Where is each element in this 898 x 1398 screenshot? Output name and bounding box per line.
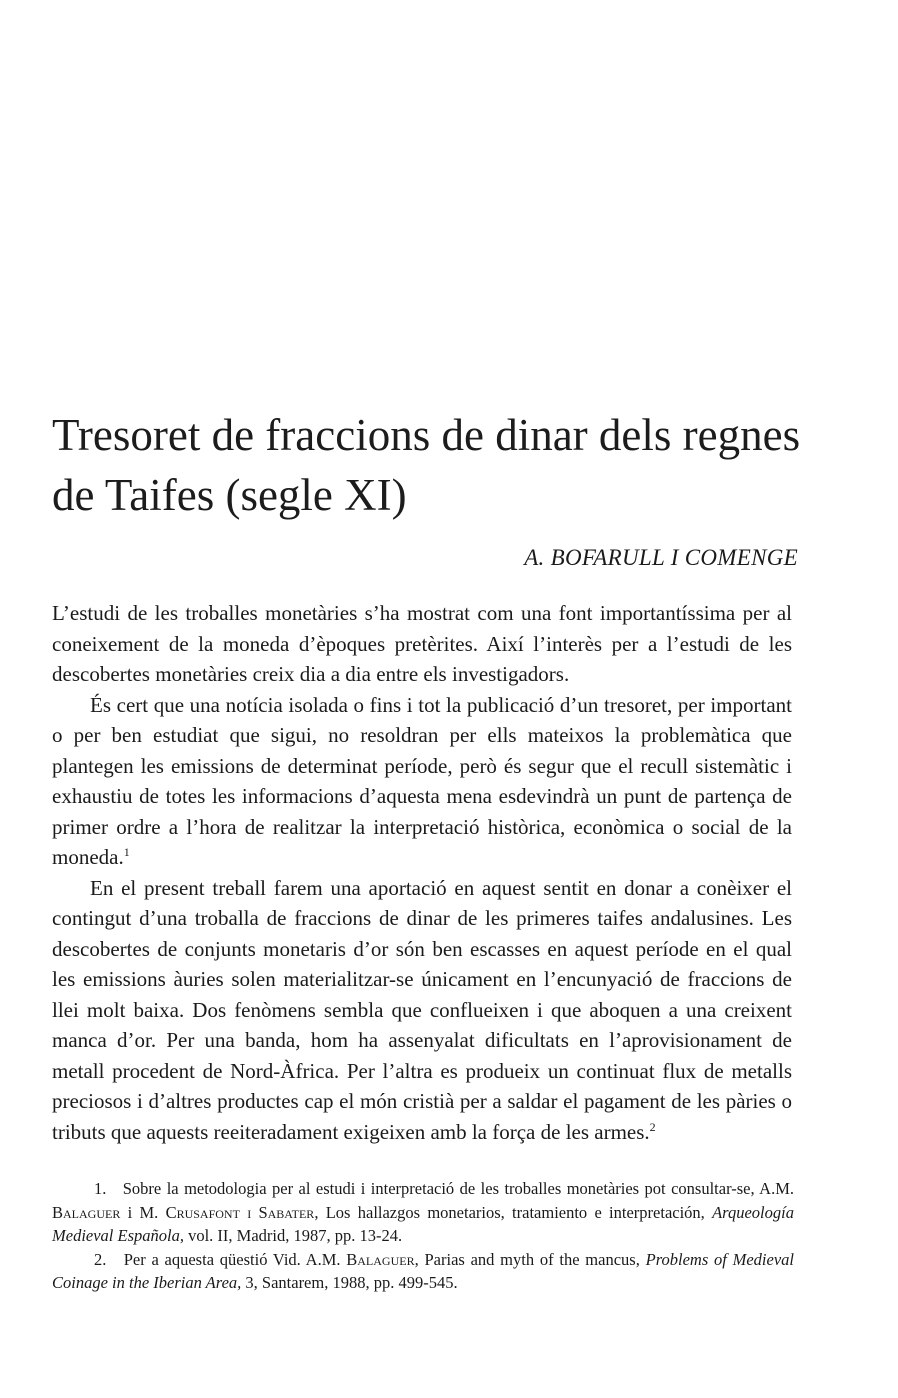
footnote-ref-2[interactable]: 2 bbox=[649, 1119, 656, 1134]
footnote-2-text-c: 3, Santarem, 1988, pp. 499-545. bbox=[241, 1273, 458, 1292]
footnote-1-text-a: Sobre la metodologia per al estudi i interpretació de les troballes monetàries pot consultar-se, A.M. bbox=[122, 1179, 794, 1198]
footnote-1-number: 1. bbox=[94, 1179, 107, 1198]
author-ref-crusafont: Crusafont i Sabater bbox=[165, 1202, 315, 1222]
footnote-1-text-c: , Los hallazgos monetarios, tratamiento e interpretación, bbox=[314, 1202, 713, 1222]
author-ref-balaguer: Balaguer bbox=[52, 1202, 121, 1222]
footnote-1-text-b: i M. bbox=[120, 1202, 166, 1222]
author-ref-balaguer-2: Balaguer bbox=[346, 1249, 415, 1269]
journal-title-2: Problems of Medieval Coinage in the Iberian Area, bbox=[52, 1249, 794, 1292]
paragraph-1 bbox=[52, 598, 792, 690]
footnote-2-text-a: Per a aquesta qüestió Vid. A.M. bbox=[123, 1249, 347, 1269]
author-name: A. BOFARULL I COMENGE bbox=[524, 545, 798, 570]
paragraph-2 bbox=[52, 690, 792, 873]
paragraph-3 bbox=[52, 873, 792, 1148]
footnote-1 bbox=[52, 1177, 794, 1248]
article-body bbox=[52, 598, 792, 1147]
article-title: Tresoret de fraccions de dinar dels regnes de Taifes (segle XI) bbox=[52, 410, 801, 520]
footnote-1-text-d: vol. II, Madrid, 1987, pp. 13-24. bbox=[183, 1226, 403, 1245]
paragraph-3-text: En el present treball farem una aportació en aquest sentit en donar a conèixer el contingut d’una troballa de fraccions de dinar de les primeres taifes andalusines. Les descobertes de conjunts monetaris d’or són ben escasses en aquest període en el qual les emissions àuries solen materialitzar-se únicament en l’encunyació de fraccions de llei molt baixa. Dos fenòmens sembla que conflueixen i que aboquen a una creixent manca d’or. Per una banda, hom ha assenyalat dificultats en l’aprovisionament de metall procedent de Nord-Àfrica. Per l’altra es produeix un continuat flux de metalls preciosos i d’altres productes cap el món cristià per a saldar el pagament de les pàries o tributs que aquests reeiteradament exigeixen amb la força de les armes. bbox=[52, 875, 792, 1144]
footnote-2 bbox=[52, 1248, 794, 1295]
footnote-2-text-b: , Parias and myth of the mancus, bbox=[414, 1249, 646, 1269]
footnotes bbox=[52, 1177, 794, 1295]
footnote-2-number: 2. bbox=[94, 1249, 107, 1269]
paragraph-1-text: L’estudi de les troballes monetàries s’ha mostrat com una font importantíssima per al coneixement de la moneda d’èpoques pretèrites. Així l’interès per a l’estudi de les descobertes monetàries creix dia a dia entre els investigadors. bbox=[52, 601, 792, 686]
footnote-ref-1[interactable]: 1 bbox=[123, 845, 130, 859]
journal-title-1: Arqueología Medieval Española, bbox=[52, 1202, 794, 1245]
paragraph-2-text: És cert que una notícia isolada o fins i tot la publicació d’un tresoret, per important o per ben estudiat que sigui, no resoldran per ells mateixos la problemàtica que plantegen les emissions de determinat període, però és segur que el recull sistemàtic i exhaustiu de totes les informacions d’aquesta mena esdevindrà un punt de partença de primer ordre a l’hora de realitzar la interpretació històrica, econòmica o social de la moneda. bbox=[52, 692, 792, 869]
